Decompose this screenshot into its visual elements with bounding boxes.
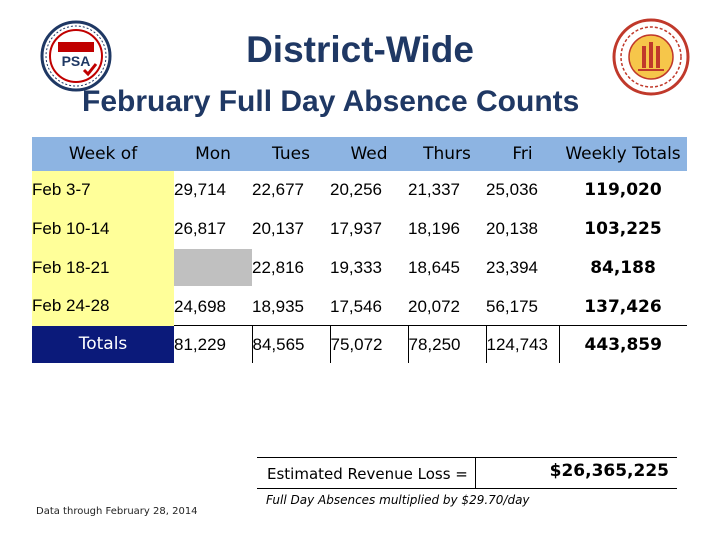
- data-footnote: Data through February 28, 2014: [36, 506, 198, 517]
- week-cell: Feb 24-28: [32, 287, 174, 326]
- table-row: [32, 248, 687, 287]
- column-header-thurs: Thurs: [408, 137, 486, 171]
- tue-cell: 18,935: [252, 287, 330, 326]
- column-header-weekly-totals: Weekly Totals: [559, 137, 687, 171]
- weekly-total-cell: 137,426: [559, 287, 687, 326]
- mon-holiday-cell: [174, 248, 252, 287]
- column-header-fri: Fri: [486, 137, 559, 171]
- revenue-loss-value: $26,365,225: [549, 461, 669, 481]
- mon-cell: 26,817: [174, 209, 252, 248]
- mon-cell: 29,714: [174, 171, 252, 209]
- weekly-total-cell: 103,225: [559, 209, 687, 248]
- column-header-mon: Mon: [174, 137, 252, 171]
- thu-cell: 21,337: [408, 171, 486, 209]
- revenue-note: Full Day Absences multiplied by $29.70/day: [266, 493, 530, 507]
- page-title: District-Wide: [246, 29, 474, 70]
- revenue-loss-box: [257, 457, 677, 489]
- tue-cell: 22,816: [252, 248, 330, 287]
- tue-cell: 22,677: [252, 171, 330, 209]
- fri-cell: 23,394: [486, 248, 559, 287]
- thu-total-cell: 78,250: [408, 326, 486, 364]
- week-cell: Feb 18-21: [32, 248, 174, 287]
- week-cell: Feb 10-14: [32, 209, 174, 248]
- tue-total-cell: 84,565: [252, 326, 330, 364]
- thu-cell: 18,196: [408, 209, 486, 248]
- table-row: [32, 209, 687, 248]
- totals-label: Totals: [32, 326, 174, 364]
- column-header-tues: Tues: [252, 137, 330, 171]
- revenue-loss-label: Estimated Revenue Loss =: [267, 465, 468, 483]
- wed-total-cell: 75,072: [330, 326, 408, 364]
- thu-cell: 20,072: [408, 287, 486, 326]
- fri-cell: 25,036: [486, 171, 559, 209]
- tue-cell: 20,137: [252, 209, 330, 248]
- wed-cell: 19,333: [330, 248, 408, 287]
- table-row: [32, 287, 687, 326]
- column-header-wed: Wed: [330, 137, 408, 171]
- fri-total-cell: 124,743: [486, 326, 559, 364]
- wed-cell: 17,937: [330, 209, 408, 248]
- psa-logo-text: PSA: [61, 53, 91, 69]
- page-subtitle: February Full Day Absence Counts: [82, 85, 580, 118]
- column-header-week: Week of: [32, 137, 174, 171]
- wed-cell: 20,256: [330, 171, 408, 209]
- table-header-row: [32, 137, 687, 171]
- totals-row: [32, 326, 687, 364]
- table-row: [32, 171, 687, 209]
- revenue-divider: [475, 458, 476, 488]
- grand-total-cell: 443,859: [584, 334, 662, 355]
- mon-total-cell: 81,229: [174, 326, 252, 364]
- week-cell: Feb 3-7: [32, 171, 174, 209]
- mon-cell: 24,698: [174, 287, 252, 326]
- absence-table: [32, 137, 687, 363]
- fri-cell: 20,138: [486, 209, 559, 248]
- thu-cell: 18,645: [408, 248, 486, 287]
- weekly-total-cell: 119,020: [559, 171, 687, 209]
- wed-cell: 17,546: [330, 287, 408, 326]
- weekly-total-cell: 84,188: [559, 248, 687, 287]
- fri-cell: 56,175: [486, 287, 559, 326]
